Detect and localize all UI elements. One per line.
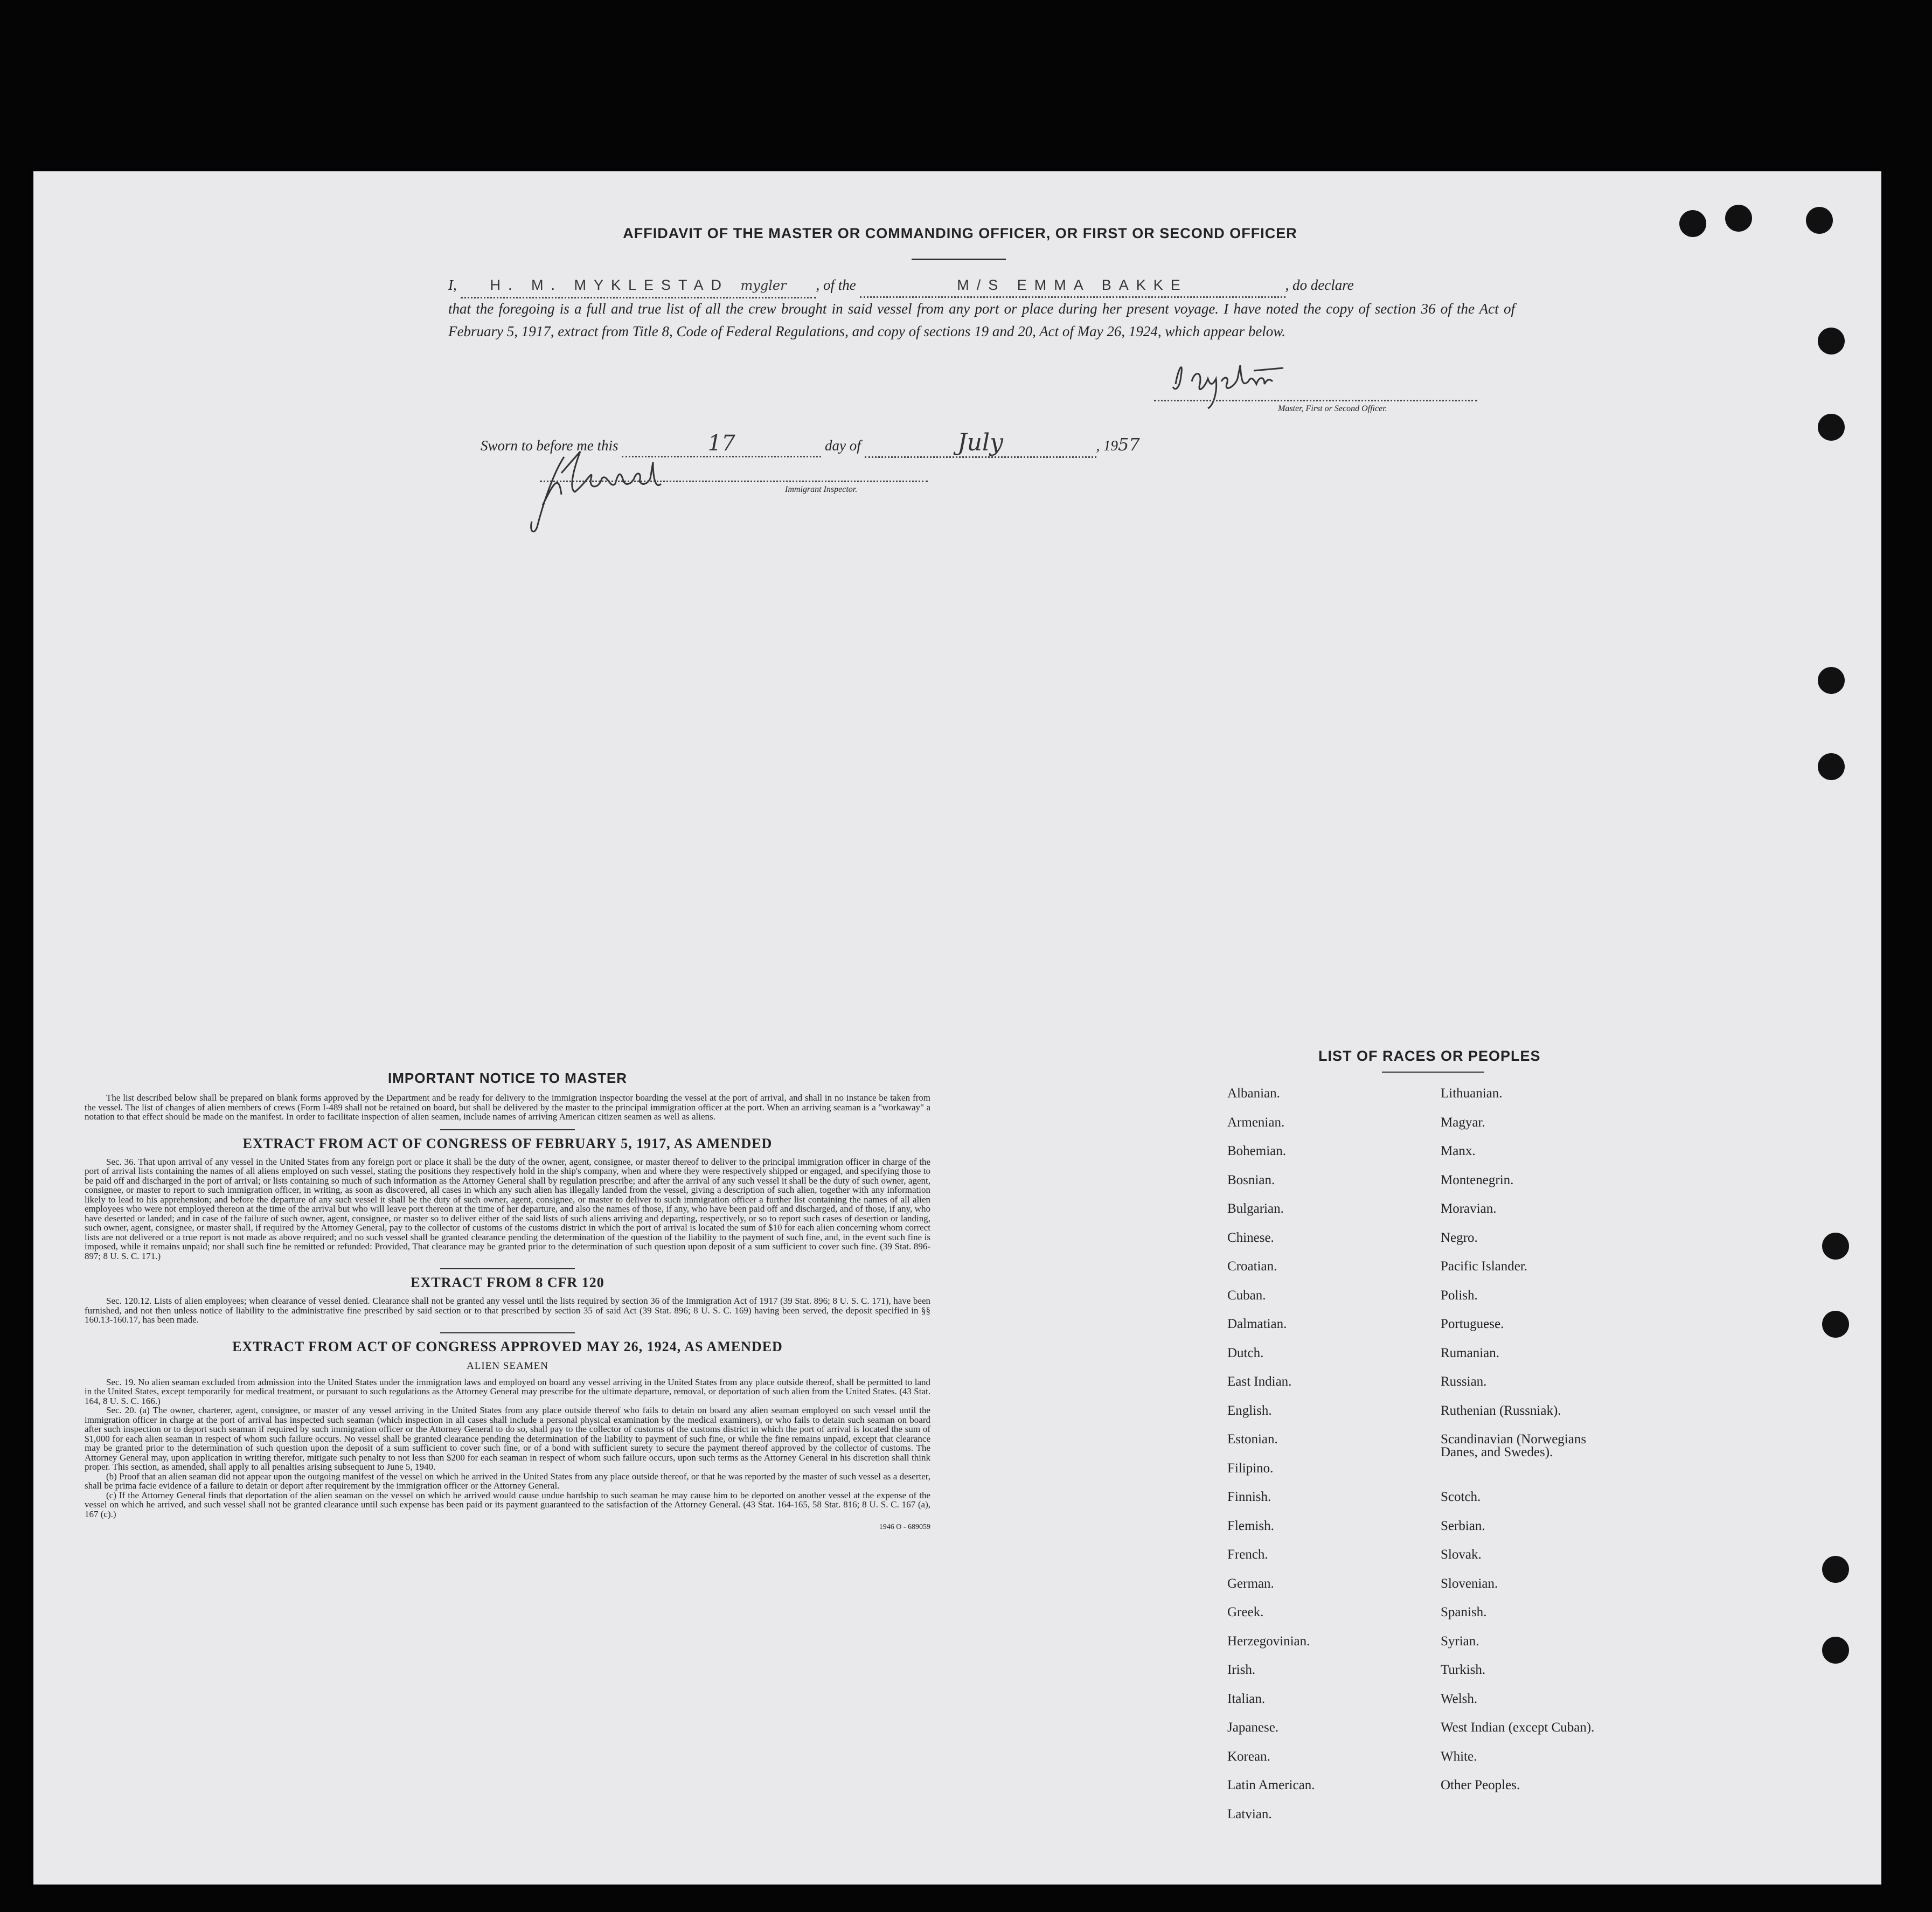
- legal-column: [85, 1070, 930, 1532]
- race-item: Finnish.: [1227, 1490, 1271, 1504]
- race-item: Latin American.: [1227, 1778, 1315, 1792]
- affidavit-declare: , do declare: [1285, 277, 1354, 293]
- punch-hole: [1818, 328, 1845, 354]
- sworn-day: 17: [622, 431, 821, 457]
- punch-hole: [1818, 753, 1845, 780]
- affidavit-body-text: that the foregoing is a full and true list of all the crew brought in said vessel from any port or place during her present voyage. I have noted the copy of section 36 of the Act of February 5, 1917, extract from Title 8, Code of Federal Regulations, and copy of sections 19 and 20, Act of May 26, 1924, which appear below.: [448, 301, 1515, 339]
- race-item: Polish.: [1441, 1288, 1478, 1303]
- race-item: Moravian.: [1441, 1201, 1497, 1216]
- race-item: Negro.: [1441, 1230, 1478, 1245]
- inspector-line: [540, 481, 928, 482]
- year-prefix: , 19: [1096, 437, 1118, 454]
- race-item: Italian.: [1227, 1691, 1266, 1706]
- race-item: Russian.: [1441, 1374, 1487, 1389]
- affidavit-first-line: [448, 274, 1515, 298]
- signature-caption: Master, First or Second Officer.: [1278, 404, 1387, 413]
- race-item: Pacific Islander.: [1441, 1259, 1528, 1274]
- race-item: Scotch.: [1441, 1490, 1481, 1504]
- extract-1924-title: EXTRACT FROM ACT OF CONGRESS APPROVED MAY 26, 1924, AS AMENDED: [232, 1338, 783, 1354]
- race-item: Scandinavian (Norwegians Danes, and Swedes).: [1441, 1432, 1587, 1459]
- title-divider: [912, 259, 1006, 260]
- race-item: Turkish.: [1441, 1663, 1486, 1677]
- punch-hole: [1822, 1637, 1849, 1664]
- race-item: Serbian.: [1441, 1518, 1485, 1533]
- race-item: Manx.: [1441, 1144, 1476, 1158]
- races-left-column: [1227, 1087, 1315, 1837]
- race-item: Magyar.: [1441, 1115, 1485, 1130]
- sec-19-paragraph: Sec. 19. No alien seaman excluded from admission into the United States under the immigration laws and employed on board any vessel arriving in the United States from any place outside thereof, shall be permitted to land in the United States, except temporarily for medical treatment, or pursuant to such regulations as the Attorney General may prescribe for the ultimate departure, removal, or deportation of such alien from the United States. (43 Stat. 164, 8 U. S. C. 166.): [85, 1376, 930, 1406]
- master-suffix: mygler: [740, 278, 787, 293]
- inspector-signature: [521, 441, 790, 538]
- day-of-text: day of: [825, 437, 861, 454]
- race-item: Spanish.: [1441, 1605, 1487, 1619]
- race-item: Armenian.: [1227, 1115, 1285, 1130]
- race-item: English.: [1227, 1403, 1272, 1418]
- extract-1924-text: [85, 1378, 930, 1519]
- sec-20b-paragraph: (b) Proof that an alien seaman did not appear upon the outgoing manifest of the vessel on which he arrived in the United States from any place outside thereof, or that he was reported by the master of such vessel as a deserter, shall be prima facie evidence of a failure to detain or deport after requirement by the immigration officer or the Attorney General.: [85, 1471, 930, 1491]
- race-item: Welsh.: [1441, 1691, 1478, 1706]
- sworn-month: July: [865, 429, 1096, 458]
- race-item: German.: [1227, 1576, 1274, 1591]
- notice-paragraph: The list described below shall be prepared on blank forms approved by the Department and be ready for delivery to the immigration inspector boarding the vessel at the port of arrival, and shall in no instance be taken from the vessel. The list of changes of alien members of crews (Form I-489 shall not be retained on board, but shall be delivered by the master to the principal immigration officer at the port. When an arriving seaman is a "workaway" a notation to that effect should be made on the manifest. In order to facilitate inspection of alien seamen, include names of arriving American citizen seamen as well as aliens.: [85, 1093, 930, 1122]
- race-item: White.: [1441, 1749, 1477, 1764]
- master-name-field: [461, 274, 816, 298]
- punch-hole: [1822, 1311, 1849, 1338]
- race-item: Montenegrin.: [1441, 1172, 1514, 1187]
- race-item: Lithuanian.: [1441, 1086, 1503, 1101]
- race-item: Cuban.: [1227, 1288, 1266, 1303]
- race-item: Chinese.: [1227, 1230, 1274, 1245]
- race-item: [1441, 1462, 1594, 1491]
- race-item: Herzegovinian.: [1227, 1633, 1310, 1649]
- extract-1917-title: EXTRACT FROM ACT OF CONGRESS OF FEBRUARY 5, 1917, AS AMENDED: [242, 1135, 773, 1151]
- alien-seamen-subtitle: ALIEN SEAMEN: [467, 1360, 548, 1372]
- race-item: Albanian.: [1227, 1086, 1280, 1101]
- section-divider: [440, 1332, 575, 1333]
- race-item: Ruthenian (Russniak).: [1441, 1403, 1561, 1418]
- race-item: East Indian.: [1227, 1374, 1292, 1389]
- races-title-divider: [1382, 1072, 1484, 1073]
- punch-hole: [1818, 414, 1845, 441]
- race-item: Bulgarian.: [1227, 1201, 1284, 1216]
- race-item: Other Peoples.: [1441, 1778, 1520, 1792]
- race-item: Slovak.: [1441, 1547, 1482, 1562]
- race-item: Japanese.: [1227, 1720, 1279, 1735]
- race-item: Portuguese.: [1441, 1317, 1504, 1331]
- punch-hole: [1818, 667, 1845, 694]
- race-item: Flemish.: [1227, 1518, 1274, 1533]
- sec-120-paragraph: Sec. 120.12. Lists of alien employees; when clearance of vessel denied. Clearance shall not be granted any vessel until the lists required by section 36 of the Immigration Act of 1917 (39 Stat. 896; 8 U. S. C. 171), have been furnished, and not then unless notice of liability to the administrative fine prescribed by said section or to that prescribed by section 35 of said Act (39 Stat. 896; 8 U. S. C. 169) having been served, the deposit specified in §§ 160.13-160.17, has been made.: [85, 1296, 930, 1325]
- document-page: [33, 171, 1881, 1885]
- sec-20a-paragraph: Sec. 20. (a) The owner, charterer, agent, consignee, or master of any vessel arriving in the United States from any place outside thereof who fails to detain on board any alien seaman employed on such vessel until the immigration officer in charge at the port of arrival has inspected such seaman (which inspection in all cases shall include a personal physical examination by the medical examiners), or who fails to detain such seaman on board after such inspection or to deport such seaman if required by such immigration officer or the Attorney General to do so, shall pay to the collector of customs of the customs district in which the port of arrival is located the sum of $1,000 for each alien seaman in respect of whom such failure occurs. No vessel shall be granted clearance pending the determination of the liability to payment of such fine, or while the fine remains unpaid, except that clearance may be granted prior to the determination of such question upon the deposit of a sum sufficient to cover such fine, or of a bond with sufficient surety to secure the payment thereof approved by the collector of customs. The Attorney General may, upon application in writing therefor, mitigate such penalty to not less than $200 for each seaman in respect of whom such failure occurs, upon such terms as the Attorney General in his discretion shall think proper. This section, as amended, shall apply to all penalties arising subsequent to June 5, 1940.: [85, 1405, 930, 1472]
- races-right-column: [1441, 1087, 1594, 1808]
- race-item: Irish.: [1227, 1663, 1256, 1677]
- punch-hole: [1822, 1233, 1849, 1260]
- sec-20c-paragraph: (c) If the Attorney General finds that deportation of the alien seaman on the vessel on which he arrived would cause undue hardship to such seaman he may cause him to be deported on another vessel at the expense of the vessel on which he arrived, and such vessel shall not be granted clearance until such expense has been paid or its payment guaranteed to the satisfaction of the Attorney General. (43 Stat. 164-165, 58 Stat. 816; 8 U. S. C. 167 (a), 167 (c).): [85, 1490, 930, 1519]
- vessel-name-field: M/S EMMA BAKKE: [860, 274, 1285, 298]
- race-item: Dalmatian.: [1227, 1317, 1287, 1331]
- punch-hole: [1822, 1556, 1849, 1583]
- races-title: LIST OF RACES OR PEOPLES: [1318, 1048, 1541, 1064]
- extract-cfr-text: [85, 1296, 930, 1325]
- race-item: Bosnian.: [1227, 1172, 1275, 1187]
- race-item: Slovenian.: [1441, 1576, 1498, 1591]
- section-divider: [440, 1129, 575, 1130]
- affidavit-of-the: , of the: [816, 277, 856, 293]
- signature-line: [1154, 400, 1477, 401]
- extract-cfr-title: EXTRACT FROM 8 CFR 120: [411, 1275, 604, 1290]
- affidavit-title: AFFIDAVIT OF THE MASTER OR COMMANDING OFFICER, OR FIRST OR SECOND OFFICER: [623, 225, 1297, 241]
- race-item: Latvian.: [1227, 1806, 1272, 1821]
- sec-36-paragraph: Sec. 36. That upon arrival of any vessel in the United States from any foreign port or place it shall be the duty of the owner, agent, consignee, or master thereof to deliver to the principal immigration officer in charge of the port of arrival lists containing the names of all aliens employed on such vessel, stating the positions they respectively hold in the ship's company, when and where they were respectively shipped or engaged, and specifying those to be paid off and discharged in the port of arrival; or lists containing so much of such information as the Attorney General shall by regulation prescribe; and after the arrival of any such vessel it shall be the duty of such owner, agent, consignee, or master to report to such immigration officer, in writing, as soon as discovered, all cases in which any such alien has illegally landed from the vessel, giving a description of such alien, together with any information likely to lead to his apprehension; and before the departure of any such vessel it shall be the duty of such owner, agent, consignee, or master to deliver to such immigration officer a further list containing the names of all alien employees who were not employed thereon at the time of the arrival but who will leave port thereon at the time of her departure, and also the names of those, if any, who have been paid off and discharged, and of those, if any, who have deserted or landed; and in case of the failure of such owner, agent, consignee, or master so to deliver either of the said lists of such aliens arriving and departing, respectively, or so to report such cases of desertion or landing, such owner, agent, consignee, or master shall, if required by the Attorney General, pay to the collector of customs of the customs district in which the port of arrival is located the sum of $10 for each alien concerning whom correct lists are not delivered or a true report is not made as above required; and no such vessel shall be granted clearance pending the determination of the question of the liability to the payment of such fine, and, in the event such fine is imposed, while it remains unpaid; nor shall such fine be remitted or refunded: Provided, That clearance may be granted prior to the determination of such question upon deposit of a sum sufficient to cover such fine. (39 Stat. 896-897; 8 U. S. C. 171.): [85, 1156, 930, 1261]
- notice-title: IMPORTANT NOTICE TO MASTER: [388, 1070, 627, 1086]
- race-item: French.: [1227, 1547, 1268, 1562]
- race-item: Syrian.: [1441, 1633, 1479, 1649]
- race-item: Bohemian.: [1227, 1144, 1287, 1158]
- inspector-caption: Immigrant Inspector.: [785, 485, 858, 494]
- affidavit-body: [448, 274, 1515, 343]
- race-item: Filipino.: [1227, 1461, 1274, 1476]
- extract-1917-text: [85, 1157, 930, 1261]
- race-item: Estonian.: [1227, 1432, 1278, 1447]
- year-suffix: 57: [1118, 434, 1140, 455]
- race-item: Greek.: [1227, 1605, 1264, 1619]
- race-item: West Indian (except Cuban).: [1441, 1720, 1595, 1735]
- master-name: H. M. MYKLESTAD: [490, 277, 729, 293]
- sworn-text: Sworn to before me this: [481, 437, 618, 454]
- race-item: Croatian.: [1227, 1259, 1277, 1274]
- race-item: Dutch.: [1227, 1345, 1264, 1360]
- print-code: 1946 O - 689059: [879, 1523, 930, 1531]
- notice-text: [85, 1093, 930, 1122]
- affidavit-i: I,: [448, 277, 457, 293]
- section-divider: [440, 1268, 575, 1269]
- race-item: Korean.: [1227, 1749, 1270, 1764]
- race-item: Rumanian.: [1441, 1345, 1500, 1360]
